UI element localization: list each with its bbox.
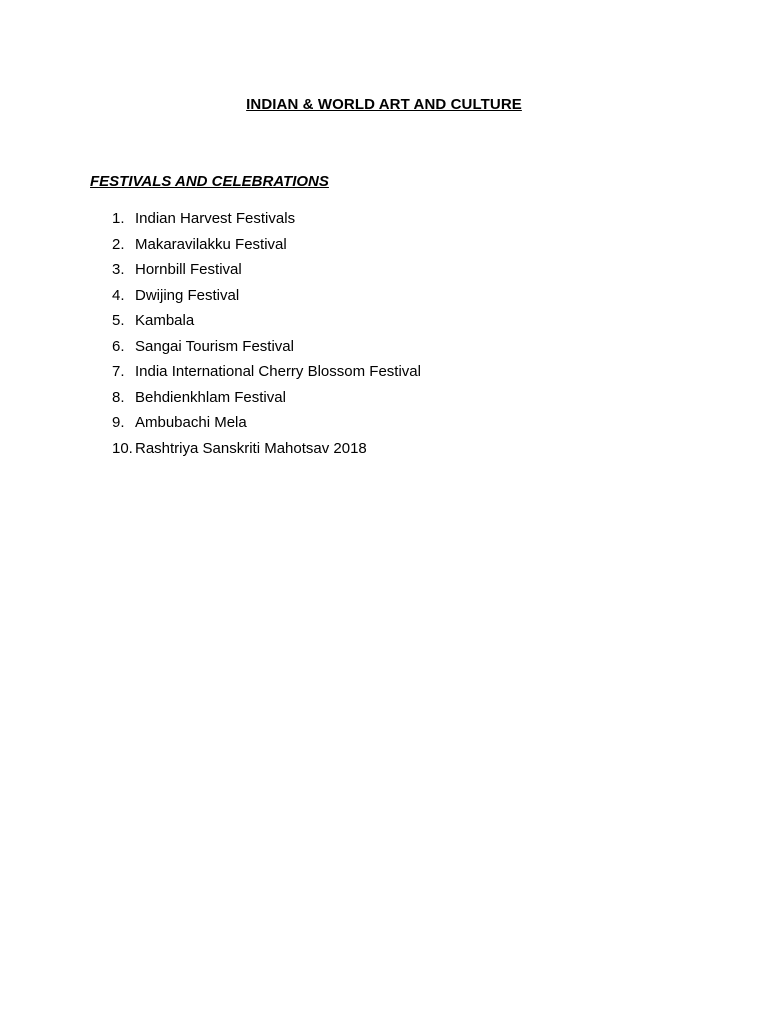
list-item-text: Indian Harvest Festivals [135, 210, 296, 227]
list-item [112, 413, 421, 439]
list-item [112, 362, 421, 388]
list-item-number: 2. [112, 235, 125, 253]
list-item-text: Ambubachi Mela [135, 414, 247, 431]
festival-list [112, 209, 421, 464]
list-item-number: 9. [112, 414, 125, 431]
section-heading: FESTIVALS AND CELEBRATIONS [90, 173, 329, 190]
list-item-number: 6. [112, 337, 125, 355]
list-item-number: 4. [112, 286, 125, 304]
list-item [112, 235, 421, 261]
list-item-text: Rashtriya Sanskriti Mahotsav 2018 [135, 439, 367, 457]
list-item-text: Sangai Tourism Festival [135, 337, 294, 355]
list-item-number: 5. [112, 312, 125, 329]
list-item-text: Hornbill Festival [135, 261, 242, 278]
list-item-number: 8. [112, 388, 125, 406]
list-item [112, 209, 421, 235]
list-item-text: Behdienkhlam Festival [135, 388, 286, 406]
list-item [112, 311, 421, 337]
list-item [112, 337, 421, 363]
page-title: INDIAN & WORLD ART AND CULTURE [246, 96, 522, 113]
list-item-number: 3. [112, 261, 125, 278]
list-item-text: Makaravilakku Festival [135, 235, 287, 253]
list-item-number: 1. [112, 210, 125, 227]
list-item-text: Dwijing Festival [135, 286, 240, 304]
list-item-number: 7. [112, 363, 125, 380]
list-item-text: Kambala [135, 312, 195, 329]
list-item-text: India International Cherry Blossom Festival [135, 363, 421, 380]
list-item [112, 439, 421, 465]
list-item [112, 260, 421, 286]
list-item [112, 388, 421, 414]
list-item [112, 286, 421, 312]
list-item-number: 10. [112, 439, 133, 457]
